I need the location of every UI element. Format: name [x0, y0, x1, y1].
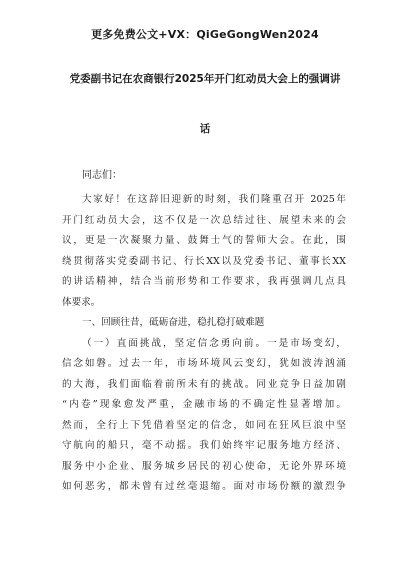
paragraph-line: 体要求。 — [62, 296, 101, 308]
paragraph-line: 的讲话精神，结合当前形势和工作要求，我再强调几点具 — [62, 276, 346, 287]
paragraph-line: 信念如磐。过去一年，市场环境风云变幻，犹如波涛汹涌 — [62, 358, 346, 369]
paragraph-line: 守航向的船只，毫不动摇。我们始终牢记服务地方经济、 — [62, 440, 346, 451]
paragraph-line: （一）直面挑战，坚定信念勇向前。一是市场变幻， — [82, 337, 346, 349]
paragraph-line: 议，更是一次凝聚力量、鼓舞士气的誓师大会。在此，围 — [62, 235, 346, 246]
paragraph-line: 如何恶劣，都未曾有过丝毫退缩。面对市场份额的激烈争 — [62, 481, 346, 492]
document-title-line2: 话 — [199, 123, 211, 135]
salutation: 同志们： — [82, 170, 122, 181]
paragraph-challenges — [62, 334, 346, 498]
paragraph-line: 然而，全行上下凭借着坚定的信念，如同在狂风巨浪中坚 — [62, 419, 346, 431]
paragraph-line: 的大海，我们面临着前所未有的挑战。同业竞争日益加剧 — [62, 378, 346, 390]
paragraph-line: 服务中小企业、服务城乡居民的初心使命，无论外界环境 — [62, 460, 346, 472]
paragraph-line: “内卷”现象愈发严重，金融市场的不确定性显著增加。 — [62, 399, 346, 410]
paragraph-line: 绕贯彻落实党委副书记、行长XX以及党委书记、董事长XX — [62, 255, 346, 267]
promo-header: 更多免费公文+VX：QiGeGongWen2024 — [91, 28, 319, 41]
document-title-line1: 党委副书记在农商银行2025年开门红动员大会上的强调讲 — [69, 73, 341, 85]
paragraph-line: 开门红动员大会，这不仅是一次总结过往、展望未来的会 — [62, 214, 346, 226]
paragraph-line: 大家好！在这辞旧迎新的时刻，我们隆重召开 2025年 — [82, 194, 346, 205]
paragraph-opening — [62, 190, 346, 334]
section-heading: 一、回顾往昔，砥砺奋进，稳扎稳打破难题 — [82, 317, 265, 328]
